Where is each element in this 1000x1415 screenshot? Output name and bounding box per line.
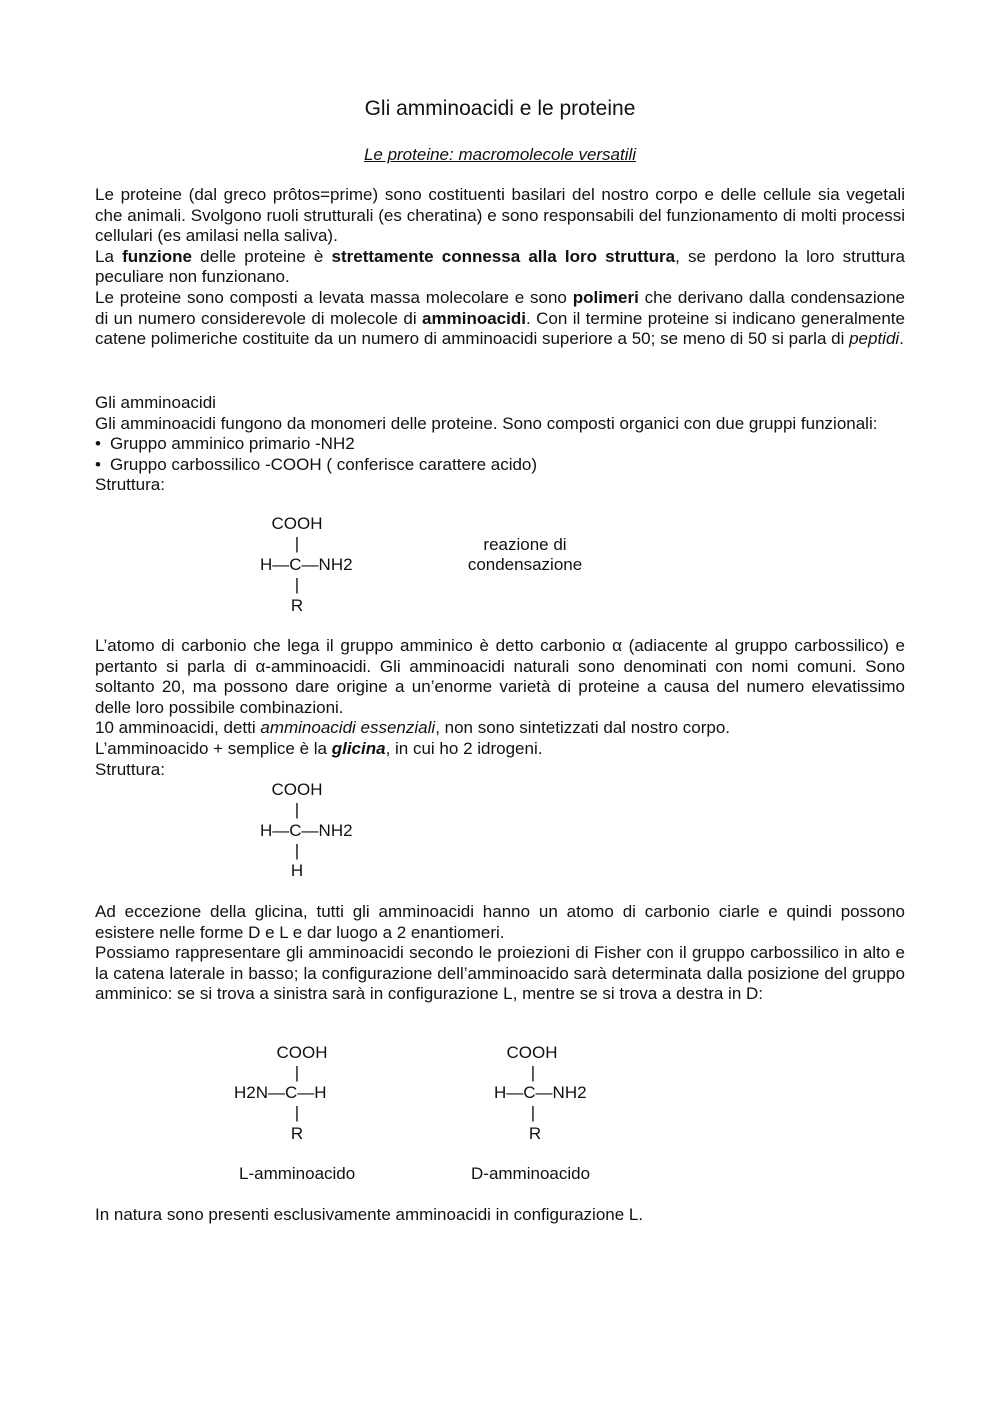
bold-text: polimeri xyxy=(572,287,639,307)
essential-paragraph xyxy=(95,718,905,739)
list-item-text: Gruppo carbossilico -COOH ( conferisce carattere acido) xyxy=(110,454,538,474)
list-item-text: Gruppo amminico primario -NH2 xyxy=(110,434,355,454)
glycine-paragraph xyxy=(95,739,905,760)
conclusion-section xyxy=(95,1205,905,1226)
list-item xyxy=(95,455,905,476)
text-span: , se perdono la loro struttura peculiare non funzionano. xyxy=(95,246,905,287)
bond-vertical: | xyxy=(294,1063,300,1082)
formula-middle: H2N—C—H xyxy=(234,1083,327,1102)
formula-top: COOH xyxy=(271,514,323,533)
formula-middle: H—C—NH2 xyxy=(494,1083,587,1102)
conclusion-paragraph: In natura sono presenti esclusivamente amminoacidi in configurazione L. xyxy=(95,1205,644,1224)
amino-section xyxy=(95,393,905,496)
text-span: 10 amminoacidi, detti xyxy=(95,718,261,738)
intro-section xyxy=(95,185,905,350)
text-span: Le proteine sono composti a levata massa molecolare e sono xyxy=(95,287,573,307)
struttura-label: Struttura: xyxy=(95,475,165,495)
bond-vertical: | xyxy=(294,841,300,860)
text-span: che derivano dalla condensazione di un numero considerevole di molecole di xyxy=(95,287,905,328)
intro-paragraph-1: Le proteine (dal greco prôtos=prime) sono costituenti basilari del nostro corpo e delle cellule sia vegetali che animali. Svolgono ruoli strutturali (es cheratina) e sono responsabili del funzionamento di molti processi cellulari (es amilasi nella saliva). xyxy=(95,185,905,246)
bullet-icon: • xyxy=(95,454,101,474)
bold-text: strettamente connessa alla loro struttura xyxy=(331,246,676,266)
bold-text: funzione xyxy=(122,246,192,266)
bold-text: amminoacidi xyxy=(422,308,526,328)
intro-paragraph-3 xyxy=(95,288,905,350)
bond-vertical: | xyxy=(294,534,300,553)
struttura-label: Struttura: xyxy=(95,759,165,779)
list-item xyxy=(95,434,905,455)
text-span: . xyxy=(899,329,904,349)
bond-vertical: | xyxy=(294,575,300,594)
reaction-note-line1: reazione di xyxy=(483,535,567,554)
text-span: delle proteine è xyxy=(191,246,332,266)
formula-middle: H—C—NH2 xyxy=(260,555,353,574)
text-span: , in cui ho 2 idrogeni. xyxy=(385,738,543,758)
bond-vertical: | xyxy=(294,800,300,819)
reaction-note-line2: condensazione xyxy=(467,555,583,574)
formula-bottom: R xyxy=(290,596,304,615)
bullet-icon: • xyxy=(95,434,101,454)
intro-paragraph-2 xyxy=(95,247,905,288)
bond-vertical: | xyxy=(530,1063,536,1082)
chiral-section xyxy=(95,902,905,1005)
formula-top: COOH xyxy=(276,1043,328,1062)
formula-bottom: R xyxy=(290,1124,304,1143)
text-span: , non sono sintetizzati dal nostro corpo. xyxy=(435,718,731,738)
bond-vertical: | xyxy=(294,1103,300,1122)
italic-text: peptidi xyxy=(849,329,900,349)
chiral-paragraph-2: Possiamo rappresentare gli amminoacidi secondo le proiezioni di Fisher con il gruppo carbossilico in alto e la catena laterale in basso; la configurazione dell’amminoacido sarà determinata dalla posizione del gruppo amminico: se si trova a sinistra sarà in configurazione L, mentre se si trova a destra in D: xyxy=(95,943,905,1004)
text-span: L’amminoacido + semplice è la xyxy=(95,738,332,758)
amino-paragraph: Gli amminoacidi fungono da monomeri delle proteine. Sono composti organici con due gruppi funzionali: xyxy=(95,413,878,433)
page-title: Gli amminoacidi e le proteine xyxy=(364,97,636,120)
fisher-label: L-amminoacido xyxy=(239,1164,356,1183)
page-subtitle: Le proteine: macromolecole versatili xyxy=(363,145,637,164)
alpha-section xyxy=(95,636,905,780)
text-span: La xyxy=(95,246,123,266)
formula-middle: H—C—NH2 xyxy=(260,821,353,840)
bond-vertical: | xyxy=(530,1103,536,1122)
chiral-paragraph-1: Ad eccezione della glicina, tutti gli amminoacidi hanno un atomo di carbonio ciarle e quindi possono esistere nelle forme D e L e dar luogo a 2 enantiomeri. xyxy=(95,902,905,942)
bold-italic-text: glicina xyxy=(331,738,386,758)
formula-bottom: R xyxy=(528,1124,542,1143)
formula-top: COOH xyxy=(271,780,323,799)
fisher-label: D-amminoacido xyxy=(471,1164,591,1183)
italic-text: amminoacidi essenziali xyxy=(260,718,436,738)
text-span: . Con il termine proteine si indicano generalmente catene polimeriche costituite da un numero di amminoacidi superiore a 50; se meno di 50 si parla di xyxy=(95,308,905,349)
formula-bottom: H xyxy=(290,861,304,880)
alpha-paragraph: L’atomo di carbonio che lega il gruppo amminico è detto carbonio α (adiacente al gruppo carbossilico) e pertanto si parla di α-amminoacidi. Gli amminoacidi naturali sono denominati con nomi comuni. Sono soltanto 20, ma possono dare origine a un’enorme varietà di proteine a causa del numero elevatissimo delle loro possibile combinazioni. xyxy=(95,636,905,717)
formula-top: COOH xyxy=(506,1043,558,1062)
section-heading: Gli amminoacidi xyxy=(95,393,216,412)
